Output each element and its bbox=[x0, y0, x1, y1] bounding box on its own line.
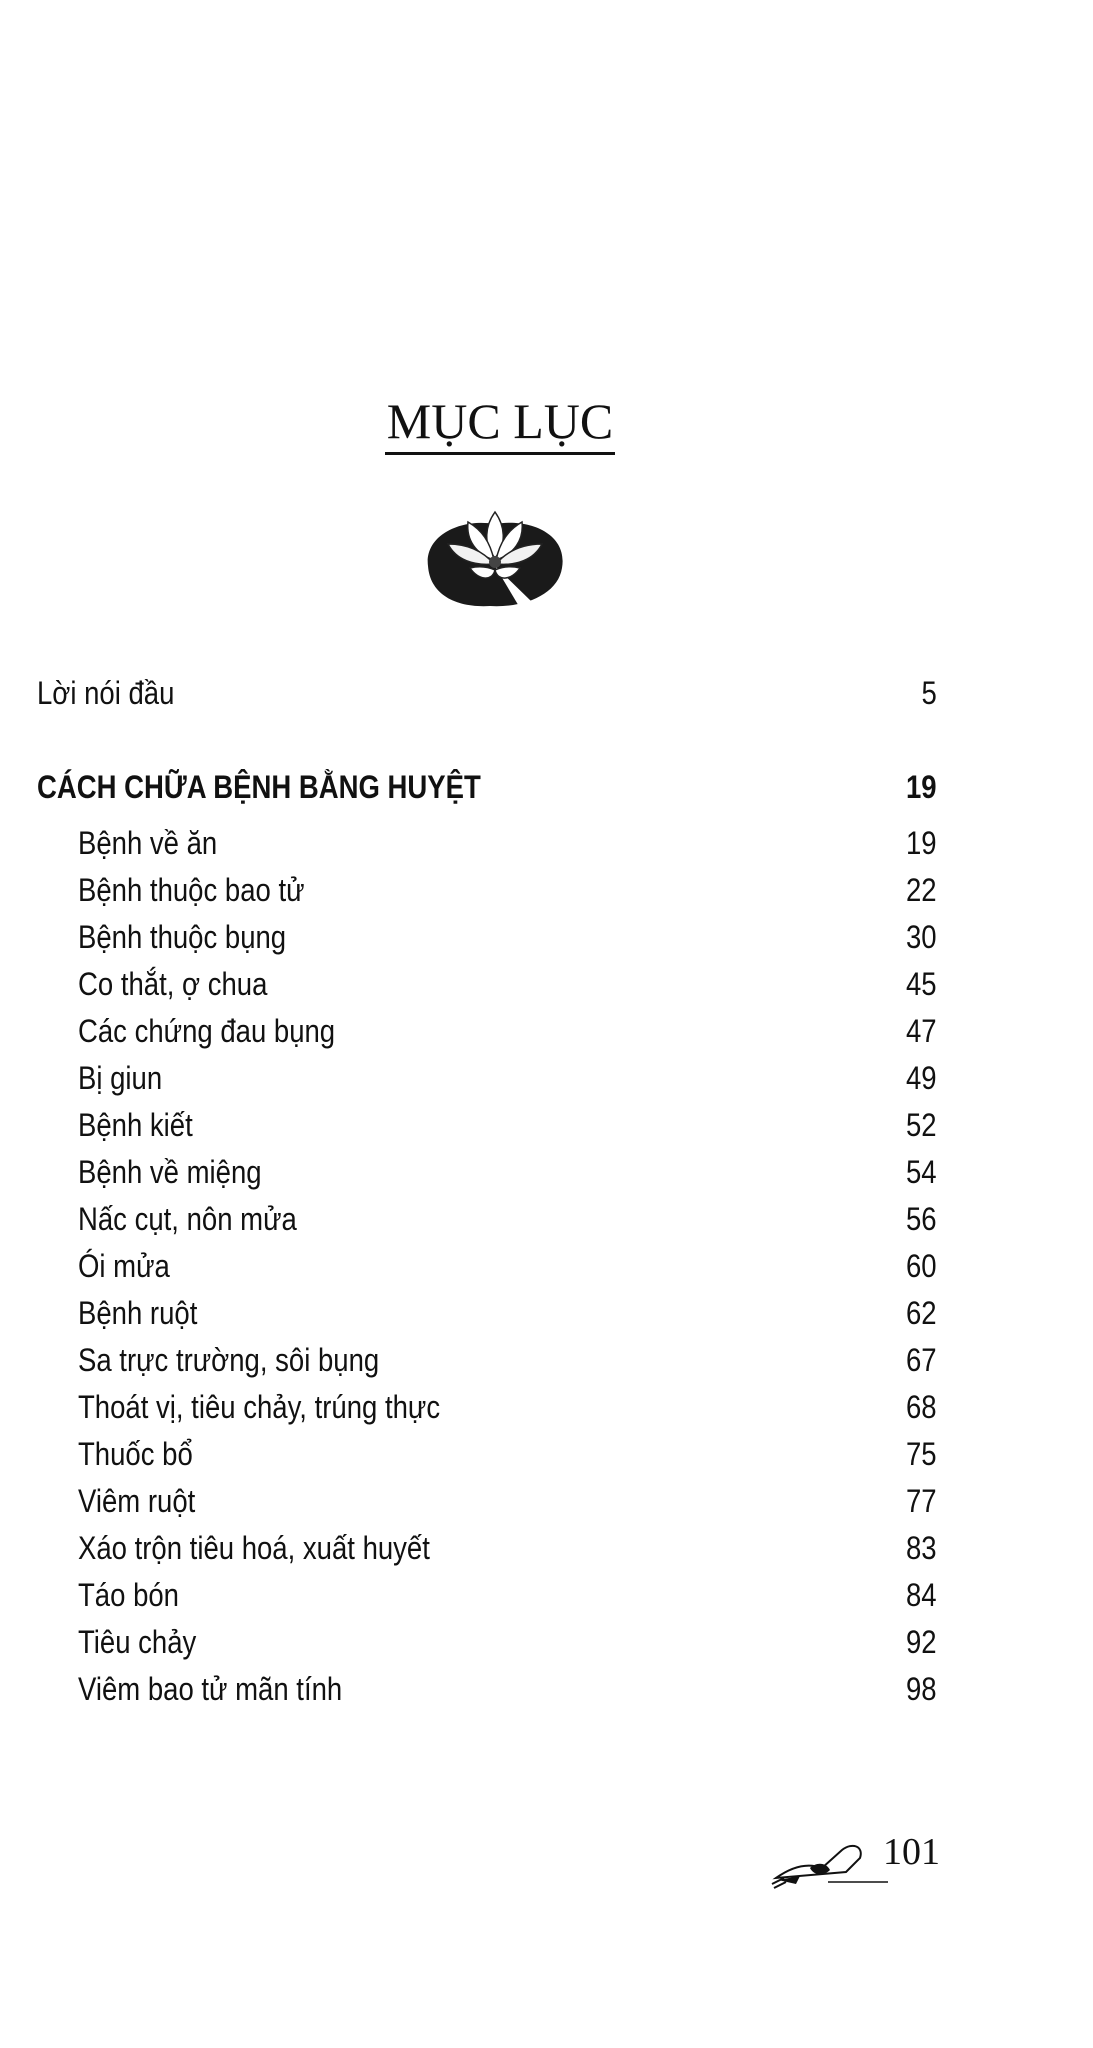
toc-item[interactable] bbox=[0, 1149, 1093, 1195]
page-title bbox=[0, 392, 1000, 455]
toc-item-page: 54 bbox=[906, 1154, 937, 1190]
lotus-flower-icon bbox=[420, 496, 570, 616]
toc-item[interactable] bbox=[0, 1572, 1093, 1618]
toc-item-page: 60 bbox=[906, 1248, 937, 1284]
toc-item-page: 62 bbox=[906, 1295, 937, 1331]
toc-item[interactable] bbox=[0, 1525, 1093, 1571]
toc-item-page: 47 bbox=[906, 1013, 937, 1049]
toc-item-label: Bị giun bbox=[78, 1060, 163, 1096]
toc-item-label: Sa trực trường, sôi bụng bbox=[78, 1342, 380, 1378]
toc-item[interactable] bbox=[0, 1384, 1093, 1430]
toc-item-label: Bệnh về miệng bbox=[78, 1154, 262, 1190]
toc-section-page: 19 bbox=[906, 769, 937, 805]
toc-item-label: Các chứng đau bụng bbox=[78, 1013, 336, 1049]
toc-item-label: Ói mửa bbox=[78, 1248, 170, 1284]
toc-item[interactable] bbox=[0, 1290, 1093, 1336]
toc-item-label: Bệnh thuộc bao tử bbox=[78, 872, 305, 908]
page-title-text: MỤC LỤC bbox=[385, 396, 615, 455]
toc-item-page: 77 bbox=[906, 1483, 937, 1519]
toc-item-page: 84 bbox=[906, 1577, 937, 1613]
toc-item-label: Thuốc bổ bbox=[78, 1436, 193, 1472]
toc-item-page: 98 bbox=[906, 1671, 937, 1707]
toc-item-page: 67 bbox=[906, 1342, 937, 1378]
toc-item[interactable] bbox=[0, 1431, 1093, 1477]
toc-item-page: 92 bbox=[906, 1624, 937, 1660]
toc-entry-intro[interactable] bbox=[0, 670, 1093, 716]
toc-item-label: Thoát vị, tiêu chảy, trúng thực bbox=[78, 1389, 441, 1425]
toc-item[interactable] bbox=[0, 1008, 1093, 1054]
toc-item[interactable] bbox=[0, 867, 1093, 913]
toc-section-label: CÁCH CHỮA BỆNH BẰNG HUYỆT bbox=[37, 769, 481, 805]
page-footer bbox=[770, 1828, 950, 1898]
toc-item[interactable] bbox=[0, 1478, 1093, 1524]
toc-item-label: Xáo trộn tiêu hoá, xuất huyết bbox=[78, 1530, 430, 1566]
toc-section-heading[interactable] bbox=[0, 764, 1093, 810]
toc-item-label: Bệnh ruột bbox=[78, 1295, 198, 1331]
toc-item[interactable] bbox=[0, 1243, 1093, 1289]
toc-entry-label: Lời nói đầu bbox=[37, 675, 175, 711]
toc-item-label: Co thắt, ợ chua bbox=[78, 966, 268, 1002]
toc-item-page: 68 bbox=[906, 1389, 937, 1425]
toc-item-page: 75 bbox=[906, 1436, 937, 1472]
page-number: 101 bbox=[883, 1831, 940, 1873]
toc-item[interactable] bbox=[0, 961, 1093, 1007]
bird-quill-ornament-icon bbox=[770, 1832, 890, 1892]
toc-item-page: 52 bbox=[906, 1107, 937, 1143]
toc-item[interactable] bbox=[0, 1666, 1093, 1712]
toc-item-label: Táo bón bbox=[78, 1577, 179, 1613]
toc-item[interactable] bbox=[0, 820, 1093, 866]
toc-item-label: Bệnh kiết bbox=[78, 1107, 193, 1143]
toc-item-page: 45 bbox=[906, 966, 937, 1002]
toc-item[interactable] bbox=[0, 1055, 1093, 1101]
toc-item-page: 83 bbox=[906, 1530, 937, 1566]
toc-item-label: Bệnh về ăn bbox=[78, 825, 218, 861]
toc-item[interactable] bbox=[0, 1102, 1093, 1148]
toc-item-label: Tiêu chảy bbox=[78, 1624, 197, 1660]
toc-item-page: 22 bbox=[906, 872, 937, 908]
toc-item[interactable] bbox=[0, 1337, 1093, 1383]
toc-item[interactable] bbox=[0, 1619, 1093, 1665]
toc-item[interactable] bbox=[0, 1196, 1093, 1242]
toc-item-page: 49 bbox=[906, 1060, 937, 1096]
toc-item-label: Viêm bao tử mãn tính bbox=[78, 1671, 343, 1707]
toc-item-page: 19 bbox=[906, 825, 937, 861]
toc-item-page: 30 bbox=[906, 919, 937, 955]
toc-item-label: Nấc cụt, nôn mửa bbox=[78, 1201, 297, 1237]
toc-item-label: Bệnh thuộc bụng bbox=[78, 919, 287, 955]
toc-entry-page: 5 bbox=[921, 675, 937, 711]
toc-item-label: Viêm ruột bbox=[78, 1483, 196, 1519]
toc-item-page: 56 bbox=[906, 1201, 937, 1237]
toc-item[interactable] bbox=[0, 914, 1093, 960]
